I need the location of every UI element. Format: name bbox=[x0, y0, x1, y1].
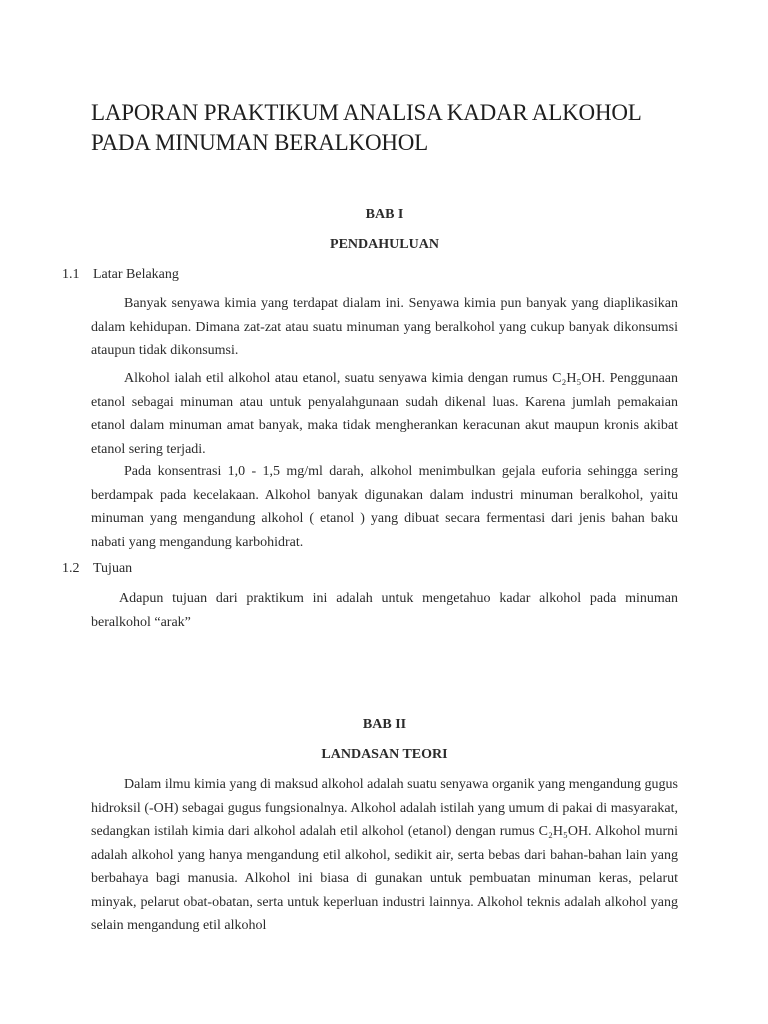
paragraph-tujuan: Adapun tujuan dari praktikum ini adalah untuk mengetahuo kadar alkohol pada minuman beralkohol “arak” bbox=[91, 591, 678, 630]
section-number: 1.1 bbox=[62, 267, 80, 282]
chapter-title-bab2: LANDASAN TEORI bbox=[321, 747, 448, 762]
chapter-label-bab1: BAB I bbox=[365, 207, 404, 222]
paragraph-latar-belakang-1: Banyak senyawa kimia yang terdapat dialam ini. Senyawa kimia pun banyak yang diaplikasikan dalam kehidupan. Dimana zat-zat atau suatu minuman yang beralkohol yang cukup banyak dikonsumsi ataupun tidak dikonsumsi. bbox=[91, 296, 678, 358]
section-title: Tujuan bbox=[93, 561, 133, 576]
section-title: Latar Belakang bbox=[93, 267, 179, 282]
section-number: 1.2 bbox=[62, 561, 80, 576]
paragraph-latar-belakang-2: Alkohol ialah etil alkohol atau etanol, suatu senyawa kimia dengan rumus C₂H₅OH. Penggunaan etanol sebagai minuman atau untuk penyalahgunaan sudah dikenal luas. Karena jumlah pemakaian etanol dalam minuman amat banyak, maka tidak mengherankan keracunan akut maupun kronis akibat etanol sering terjadi. bbox=[91, 371, 678, 457]
section-heading-1-2 bbox=[62, 560, 132, 578]
chapter-label-bab2: BAB II bbox=[362, 717, 407, 732]
paragraph-latar-belakang-3: Pada konsentrasi 1,0 - 1,5 mg/ml darah, alkohol menimbulkan gejala euforia sehingga sering berdampak pada kecelakaan. Alkohol banyak digunakan dalam industri minuman beralkohol, yaitu minuman yang mengandung alkohol ( etanol ) yang dibuat secara fermentasi dari jenis bahan baku nabati yang mengandung karbohidrat. bbox=[91, 464, 678, 550]
section-heading-1-1 bbox=[62, 266, 179, 284]
paragraph-landasan-teori-1: Dalam ilmu kimia yang di maksud alkohol adalah suatu senyawa organik yang mengandung gugus hidroksil (-OH) sebagai gugus fungsionalnya. Alkohol adalah istilah yang umum di pakai di masyarakat, sedangkan istilah kimia dari alkohol adalah etil alkohol (etanol) dengan rumus C₂H₅OH. Alkohol murni adalah alkohol yang hanya mengandung etil alkohol, sedikit air, serta bebas dari bahan-bahan lain yang berbahaya bagi manusia. Alkohol ini biasa di gunakan untuk pembuatan minuman keras, pelarut minyak, pelarut obat-obatan, serta untuk keperluan industri lainnya. Alkohol teknis adalah alkohol yang selain mengandung etil alkohol bbox=[91, 777, 678, 933]
document-title: LAPORAN PRAKTIKUM ANALISA KADAR ALKOHOL PADA MINUMAN BERALKOHOL bbox=[91, 100, 641, 155]
chapter-title-bab1: PENDAHULUAN bbox=[330, 237, 439, 252]
